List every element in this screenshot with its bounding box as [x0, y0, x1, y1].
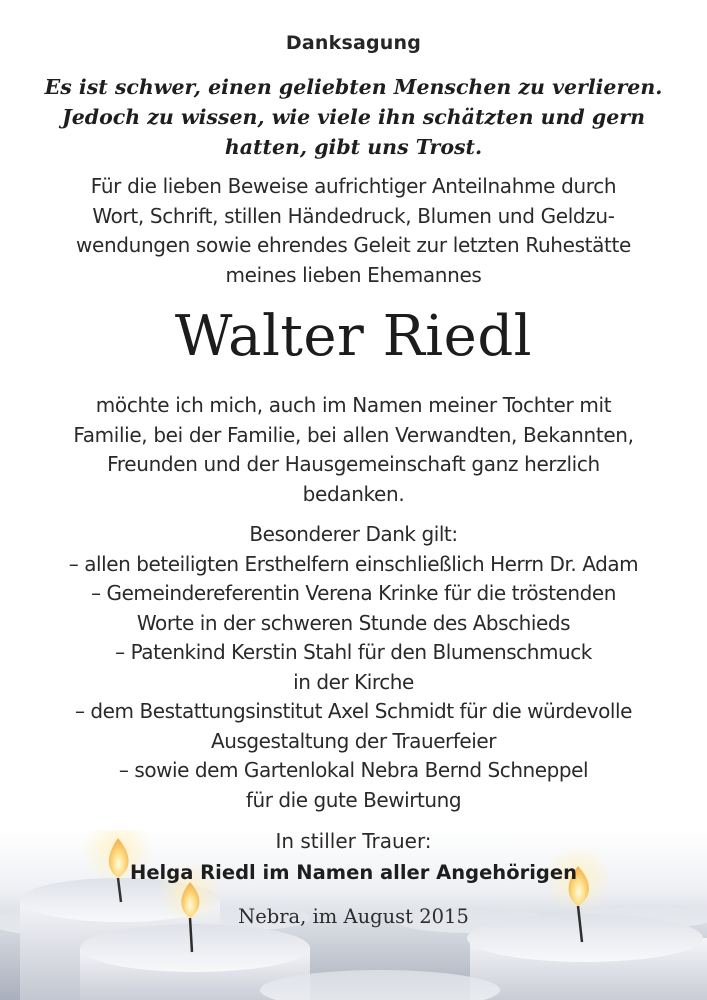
intro-line: Wort, Schrift, stillen Händedruck, Blumen und Geldzu-	[92, 203, 615, 228]
intro-paragraph	[0, 172, 707, 290]
thanks-paragraph	[0, 391, 707, 509]
intro-line: Für die lieben Beweise aufrichtiger Anteilnahme durch	[90, 174, 617, 198]
special-thanks-line: Besonderer Dank gilt:	[249, 522, 458, 546]
thanks-line: möchte ich mich, auch im Namen meiner Tochter mit	[95, 393, 612, 417]
special-thanks-line: – sowie dem Gartenlokal Nebra Bernd Schneppel	[118, 758, 589, 782]
thanks-line: bedanken.	[302, 481, 405, 506]
special-thanks-line: für die gute Bewirtung	[245, 787, 462, 812]
special-thanks-line: – allen beteiligten Ersthelfern einschließlich Herrn Dr. Adam	[68, 551, 639, 576]
ad-heading: Danksagung	[285, 32, 422, 54]
signature-intro: In stiller Trauer:	[275, 829, 432, 853]
special-thanks-line: – Gemeindereferentin Verena Krinke für die tröstenden	[91, 581, 616, 605]
special-thanks-line: – Patenkind Kerstin Stahl für den Blumenschmuck	[115, 640, 592, 664]
thanks-line: Freunden und der Hausgemeinschaft ganz herzlich	[107, 452, 600, 476]
special-thanks-line: – dem Bestattungsinstitut Axel Schmidt für die würdevolle	[74, 699, 633, 723]
motto-line: Es ist schwer, einen geliebten Menschen zu verlieren.	[44, 75, 663, 99]
signature: Helga Riedl im Namen aller Angehörigen	[130, 861, 577, 884]
motto-quote	[30, 72, 677, 162]
special-thanks-line: Ausgestaltung der Trauerfeier	[210, 728, 497, 753]
place-date: Nebra, im August 2015	[238, 905, 469, 928]
intro-line: meines lieben Ehemannes	[225, 262, 482, 287]
deceased-name: Walter Riedl	[174, 304, 533, 369]
special-thanks	[0, 520, 707, 815]
motto-line: Jedoch zu wissen, wie viele ihn schätzten und gern	[62, 105, 645, 129]
motto-line: hatten, gibt uns Trost.	[224, 135, 483, 159]
thanks-line: Familie, bei der Familie, bei allen Verwandten, Bekannten,	[73, 422, 634, 447]
intro-line: wendungen sowie ehrendes Geleit zur letzten Ruhestätte	[76, 233, 631, 257]
special-thanks-line: in der Kirche	[293, 669, 414, 694]
special-thanks-line: Worte in der schweren Stunde des Abschieds	[136, 610, 571, 635]
